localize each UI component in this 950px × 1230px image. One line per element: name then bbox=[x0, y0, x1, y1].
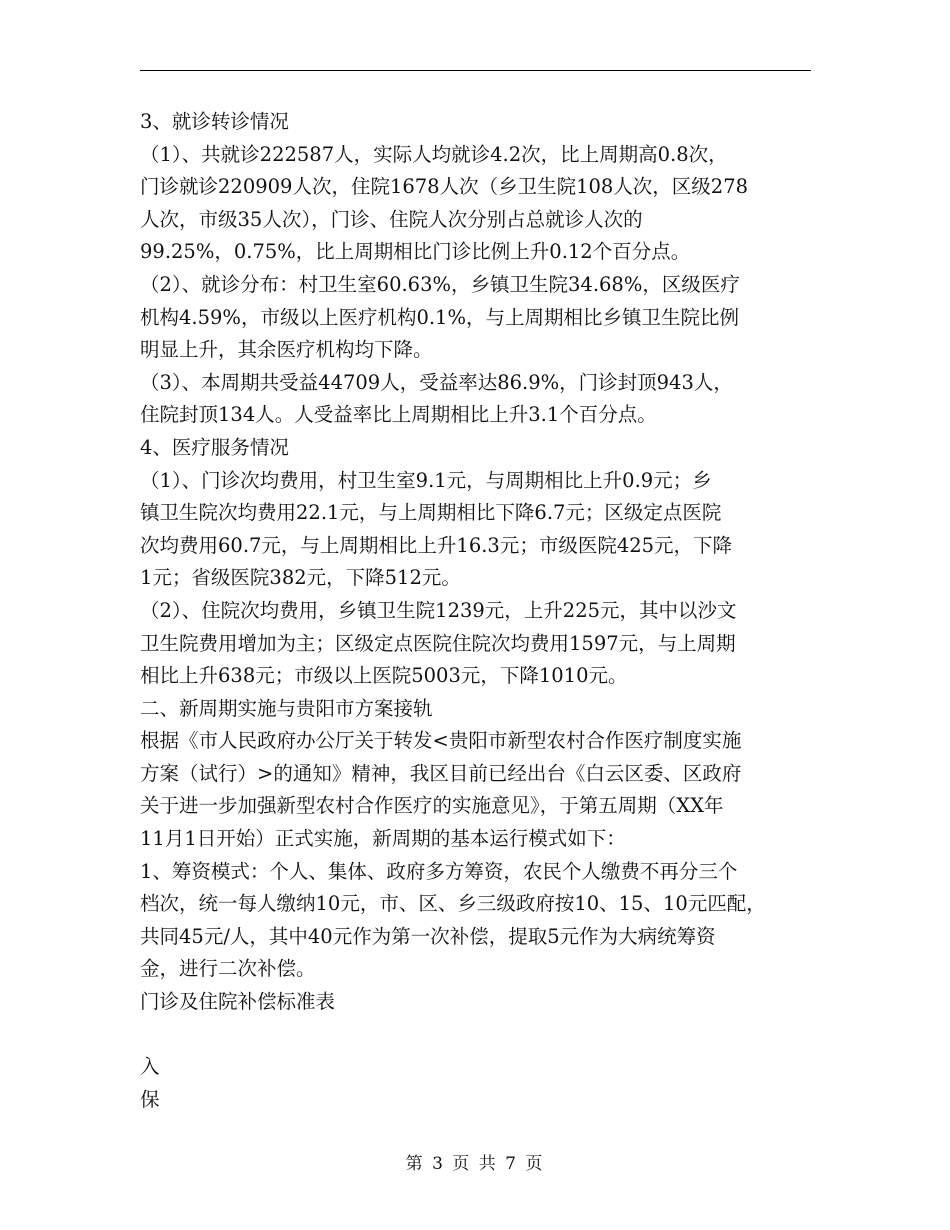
table-stub-char: 入 bbox=[140, 1055, 160, 1079]
section-heading-medical-services: 4、医疗服务情况 bbox=[140, 435, 289, 459]
paragraph-line: 人次，市级35人次），门诊、住院人次分别占总就诊人次的 bbox=[140, 207, 643, 231]
paragraph-line: （1）、共就诊222587人，实际人均就诊4.2次，比上周期高0.8次， bbox=[140, 142, 728, 166]
paragraph-line: 镇卫生院次均费用22.1元，与上周期相比下降6.7元；区级定点医院 bbox=[140, 501, 722, 525]
paragraph-line: 明显上升，其余医疗机构均下降。 bbox=[140, 338, 433, 362]
paragraph-line: 门诊就诊220909人次，住院1678人次（乡卫生院108人次，区级278 bbox=[140, 175, 749, 199]
paragraph-line: （2）、住院次均费用，乡镇卫生院1239元，上升225元，其中以沙文 bbox=[140, 598, 737, 622]
paragraph-line: 1元；省级医院382元，下降512元。 bbox=[140, 566, 461, 590]
paragraph-line: （1）、门诊次均费用，村卫生室9.1元，与周期相比上升0.9元；乡 bbox=[140, 468, 712, 492]
paragraph-line: 机构4.59%，市级以上医疗机构0.1%，与上周期相比乡镇卫生院比例 bbox=[140, 305, 739, 329]
paragraph-line: 住院封顶134人。人受益率比上周期相比上升3.1个百分点。 bbox=[140, 403, 657, 427]
paragraph-line: 档次，统一每人缴纳10元，市、区、乡三级政府按10、15、10元匹配， bbox=[140, 892, 766, 916]
paragraph-line: 关于进一步加强新型农村合作医疗的实施意见》，于第五周期（XX年 bbox=[140, 794, 724, 818]
paragraph-line: 方案（试行）>的通知》精神，我区目前已经出台《白云区委、区政府 bbox=[140, 761, 742, 785]
paragraph-line: 共同45元/人，其中40元作为第一次补偿，提取5元作为大病统筹资 bbox=[140, 924, 716, 948]
table-stub-char: 保 bbox=[140, 1087, 160, 1111]
table-caption: 门诊及住院补偿标准表 bbox=[140, 990, 336, 1014]
paragraph-line: 相比上升638元；市级以上医院5003元，下降1010元。 bbox=[140, 664, 628, 688]
spacer bbox=[140, 1019, 820, 1052]
paragraph-line: 1、筹资模式：个人、集体、政府多方筹资，农民个人缴费不再分三个 bbox=[140, 859, 738, 883]
paragraph-line: 次均费用60.7元，与上周期相比上升16.3元；市级医院425元，下降 bbox=[140, 533, 733, 557]
section-heading-visits: 3、就诊转诊情况 bbox=[140, 110, 289, 133]
paragraph-line: 根据《市人民政府办公厅关于转发<贵阳市新型农村合作医疗制度实施 bbox=[140, 729, 742, 753]
document-body bbox=[140, 106, 820, 1116]
page-footer: 第 3 页 共 7 页 bbox=[405, 1154, 545, 1174]
section-heading-new-cycle: 二、新周期实施与贵阳市方案接轨 bbox=[140, 696, 433, 720]
paragraph-line: 卫生院费用增加为主；区级定点医院住院次均费用1597元，与上周期 bbox=[140, 631, 736, 655]
paragraph-line: （3）、本周期共受益44709人，受益率达86.9%，门诊封顶943人， bbox=[140, 370, 733, 394]
header-rule bbox=[140, 70, 811, 71]
paragraph-line: （2）、就诊分布：村卫生室60.63%，乡镇卫生院34.68%，区级医疗 bbox=[140, 272, 740, 296]
paragraph-line: 11月1日开始）正式实施，新周期的基本运行模式如下： bbox=[140, 827, 626, 851]
paragraph-line: 金，进行二次补偿。 bbox=[140, 957, 316, 981]
paragraph-line: 99.25%，0.75%，比上周期相比门诊比例上升0.12个百分点。 bbox=[140, 240, 691, 264]
